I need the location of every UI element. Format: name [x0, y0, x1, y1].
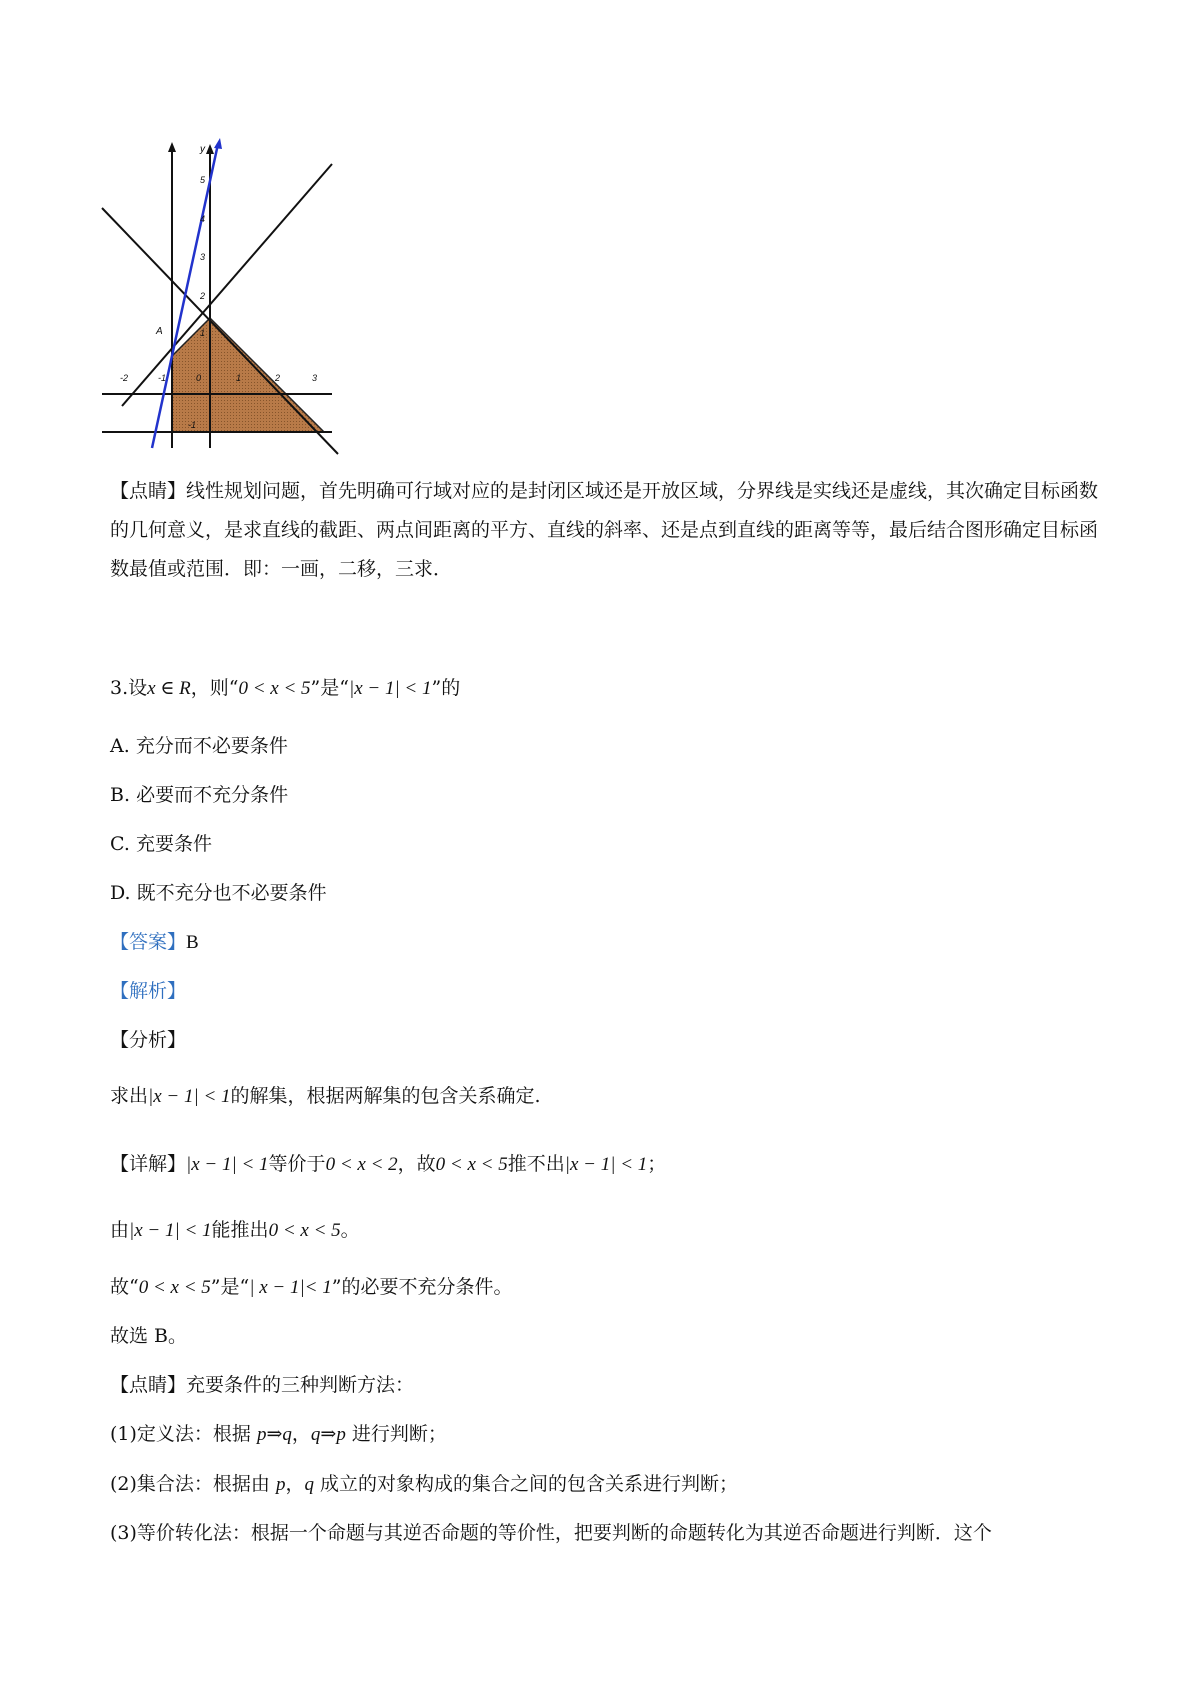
option-key: D.	[110, 882, 131, 904]
text: 的解集，根据两解集的包含关系确定.	[230, 1085, 541, 1107]
option-b	[110, 781, 1110, 809]
statement-q: |x − 1| < 1	[348, 678, 432, 699]
math-expr: p⇒q	[256, 1424, 292, 1445]
text: (1)定义法：根据	[110, 1423, 257, 1445]
option-d	[110, 879, 1110, 907]
y-tick-3: 3	[200, 252, 206, 262]
math-expr: 0 < x < 5	[268, 1220, 341, 1241]
method-1	[110, 1420, 1110, 1449]
option-key: B.	[110, 784, 131, 806]
jiexi-label: 【解析】	[110, 980, 187, 1002]
fenxi-heading	[110, 1026, 1110, 1054]
option-text: 必要而不充分条件	[136, 784, 289, 806]
condition-expr: x ∈ R	[147, 678, 191, 699]
answer-line	[110, 928, 1110, 957]
objective-line-arrow	[214, 138, 222, 149]
text: ”是“	[210, 1276, 250, 1298]
text: 成立的对象构成的集合之间的包含关系进行判断；	[313, 1473, 739, 1495]
option-c	[110, 830, 1110, 858]
text: (2)集合法：根据由	[110, 1473, 276, 1495]
y-axis-label: y	[200, 144, 205, 155]
text: ”的必要不充分条件。	[331, 1276, 513, 1298]
option-key: C.	[110, 833, 130, 855]
tip-text: 充要条件的三种判断方法：	[186, 1374, 415, 1396]
statement-p: 0 < x < 5	[238, 678, 311, 699]
text: 故选 B。	[110, 1325, 188, 1347]
arrow-up-left	[168, 142, 176, 152]
question-text-1: ，则“	[190, 677, 239, 699]
x-tick-1: 1	[236, 373, 242, 383]
answer-label: 【答案】	[110, 931, 187, 953]
math-expr: p	[275, 1474, 286, 1495]
text: ，故	[397, 1153, 436, 1175]
math-expr: q⇒p	[310, 1424, 346, 1445]
text: 由	[110, 1219, 130, 1241]
tip-text: 线性规划问题，首先明确可行域对应的是封闭区域还是开放区域，分界线是实线还是虚线，其次确定目标函数的几何意义，是求直线的截距、两点间距离的平方、直线的斜率、还是点到直线的距离等等，最后结合图形确定目标函数最值或范围．即：一画，二移，三求．	[110, 480, 1099, 580]
option-key: A.	[110, 735, 130, 757]
xiangjie-line	[110, 1150, 1110, 1179]
x-tick-neg-1: -1	[158, 373, 167, 383]
x-tick-0: 0	[196, 373, 202, 383]
option-text: 既不充分也不必要条件	[136, 882, 327, 904]
math-expr: 0 < x < 2	[325, 1154, 398, 1175]
analysis-heading	[110, 977, 1110, 1005]
tip-paragraph-1	[110, 472, 1100, 589]
derivation-line	[110, 1216, 1110, 1245]
fenxi-text	[110, 1082, 1110, 1111]
question-text-3: ”的	[431, 677, 461, 699]
math-expr: 0 < x < 5	[435, 1154, 508, 1175]
conclusion-line	[110, 1273, 1110, 1302]
text: 。	[340, 1219, 360, 1241]
text: (3)等价转化法：根据一个命题与其逆否命题的等价性，把要判断的命题转化为其逆否命题进行判断．这个	[110, 1522, 992, 1544]
math-expr: q	[304, 1474, 314, 1495]
text: ；	[647, 1153, 667, 1175]
fenxi-label: 【分析】	[110, 1029, 187, 1051]
math-expr: 0 < x < 5	[138, 1277, 211, 1298]
y-tick-4: 4	[200, 214, 206, 224]
math-expr: |x − 1| < 1	[148, 1086, 231, 1107]
y-tick-neg-1: -1	[188, 420, 197, 430]
x-tick-3: 3	[312, 373, 318, 383]
text: 进行判断；	[345, 1423, 447, 1445]
x-tick-2: 2	[275, 373, 281, 383]
y-tick-5: 5	[200, 175, 206, 185]
text: ，	[291, 1423, 311, 1445]
y-tick-2: 2	[200, 291, 206, 301]
tip-paragraph-2	[110, 1371, 1110, 1399]
question-3	[110, 674, 1110, 703]
answer-value: B	[186, 932, 199, 953]
method-3	[110, 1519, 1110, 1547]
text: 等价于	[268, 1153, 326, 1175]
text: 推不出	[507, 1153, 565, 1175]
xiangjie-label: 【详解】	[110, 1153, 187, 1175]
feasible-region-figure	[100, 138, 362, 462]
option-text: 充要条件	[135, 833, 212, 855]
question-number: 3.设	[110, 677, 148, 699]
math-expr: |x − 1| < 1	[129, 1220, 212, 1241]
tip-label: 【点睛】	[110, 1374, 187, 1396]
method-2	[110, 1470, 1110, 1499]
point-a-label: A	[156, 326, 163, 337]
y-tick-1: 1	[200, 328, 206, 338]
y-axis-arrow	[206, 144, 214, 154]
tip-label: 【点睛】	[110, 480, 187, 502]
text: ，	[285, 1473, 305, 1495]
text: 故“	[110, 1276, 139, 1298]
math-expr: | x − 1|< 1	[249, 1277, 332, 1298]
option-text: 充分而不必要条件	[135, 735, 288, 757]
option-a	[110, 732, 1110, 760]
question-text-2: ”是“	[310, 677, 349, 699]
math-expr: |x − 1| < 1	[186, 1154, 269, 1175]
select-line	[110, 1322, 1110, 1350]
math-expr: |x − 1| < 1	[564, 1154, 648, 1175]
text: 能推出	[211, 1219, 269, 1241]
x-tick-neg-2: -2	[120, 373, 129, 383]
text: 求出	[110, 1085, 149, 1107]
